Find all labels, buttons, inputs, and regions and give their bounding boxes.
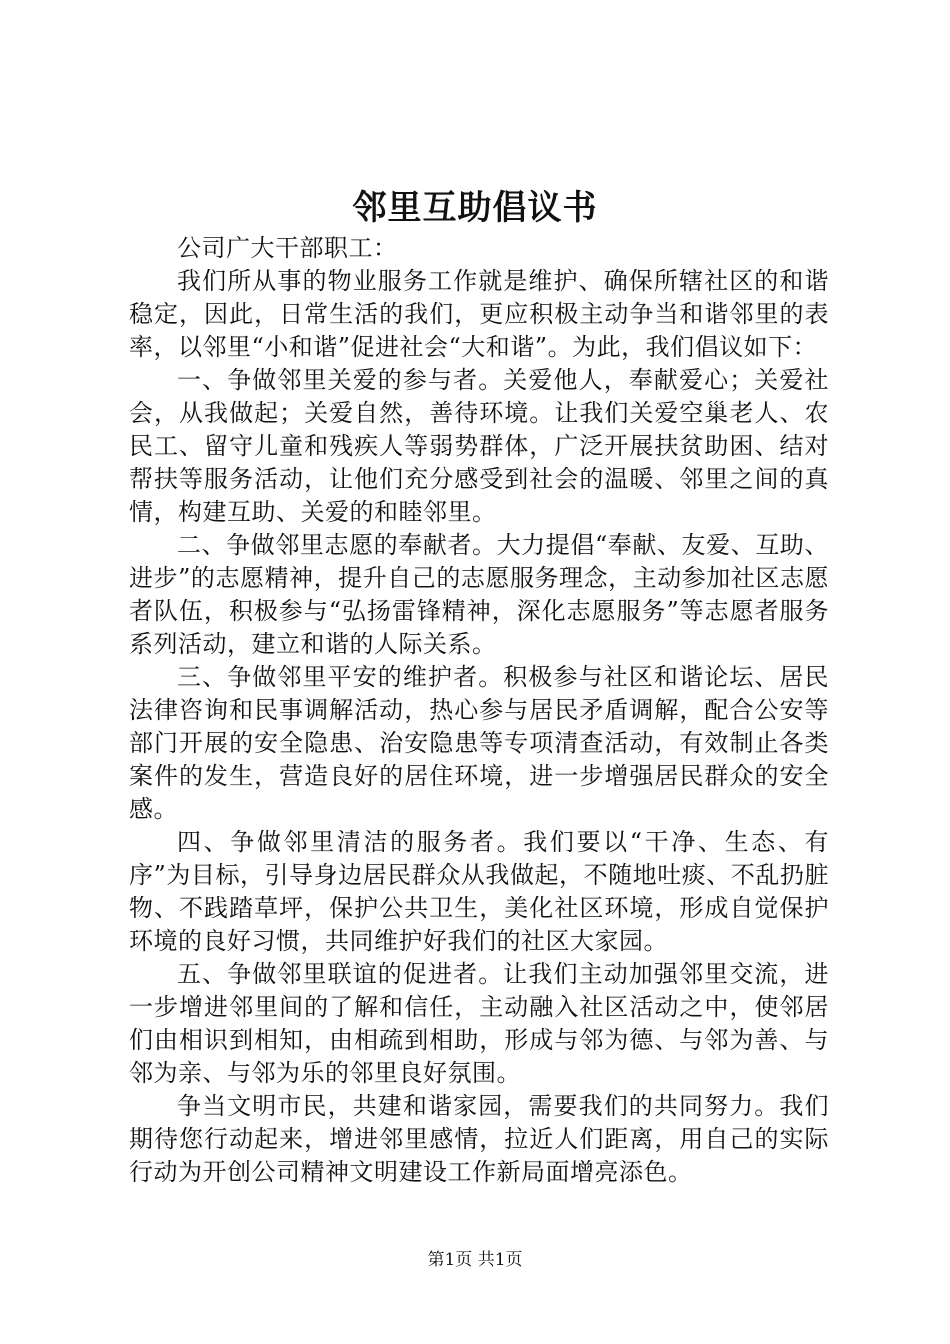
proposal-paragraph-5: 五、争做邻里联谊的促进者。让我们主动加强邻里交流，进一步增进邻里间的了解和信任，主动融入社区活动之中，使邻居们由相识到相知，由相疏到相助，形成与邻为德、与邻为善、与邻为亲、与邻为乐的邻里良好氛围。: [129, 960, 829, 1087]
document-title: 邻里互助倡议书: [352, 188, 598, 228]
proposal-paragraph-2: 二、争做邻里志愿的奉献者。大力提倡“奉献、友爱、互助、进步”的志愿精神，提升自己的志愿服务理念，主动参加社区志愿者队伍，积极参与“弘扬雷锋精神，深化志愿服务”等志愿者服务系列活动，建立和谐的人际关系。: [129, 531, 829, 658]
page-number-footer: 第1页 共1页: [427, 1250, 523, 1270]
intro-paragraph: 我们所从事的物业服务工作就是维护、确保所辖社区的和谐稳定，因此，日常生活的我们，更应积极主动争当和谐邻里的表率，以邻里“小和谐”促进社会“大和谐”。为此，我们倡议如下：: [129, 267, 829, 361]
document-body: [129, 232, 829, 1189]
closing-paragraph: 争当文明市民，共建和谐家园，需要我们的共同努力。我们期待您行动起来，增进邻里感情，拉近人们距离，用自己的实际行动为开创公司精神文明建设工作新局面增亮添色。: [129, 1092, 829, 1186]
proposal-paragraph-4: 四、争做邻里清洁的服务者。我们要以“干净、生态、有序”为目标，引导身边居民群众从我做起，不随地吐痰、不乱扔脏物、不践踏草坪，保护公共卫生，美化社区环境，形成自觉保护环境的良好习惯，共同维护好我们的社区大家园。: [129, 828, 829, 955]
proposal-paragraph-1: 一、争做邻里关爱的参与者。关爱他人，奉献爱心；关爱社会，从我做起；关爱自然，善待环境。让我们关爱空巢老人、农民工、留守儿童和残疾人等弱势群体，广泛开展扶贫助困、结对帮扶等服务活动，让他们充分感受到社会的温暖、邻里之间的真情，构建互助、关爱的和睦邻里。: [129, 366, 829, 526]
salutation: 公司广大干部职工：: [177, 234, 398, 262]
proposal-paragraph-3: 三、争做邻里平安的维护者。积极参与社区和谐论坛、居民法律咨询和民事调解活动，热心参与居民矛盾调解，配合公安等部门开展的安全隐患、治安隐患等专项清查活动，有效制止各类案件的发生，营造良好的居住环境，进一步增强居民群众的安全感。: [129, 663, 829, 823]
